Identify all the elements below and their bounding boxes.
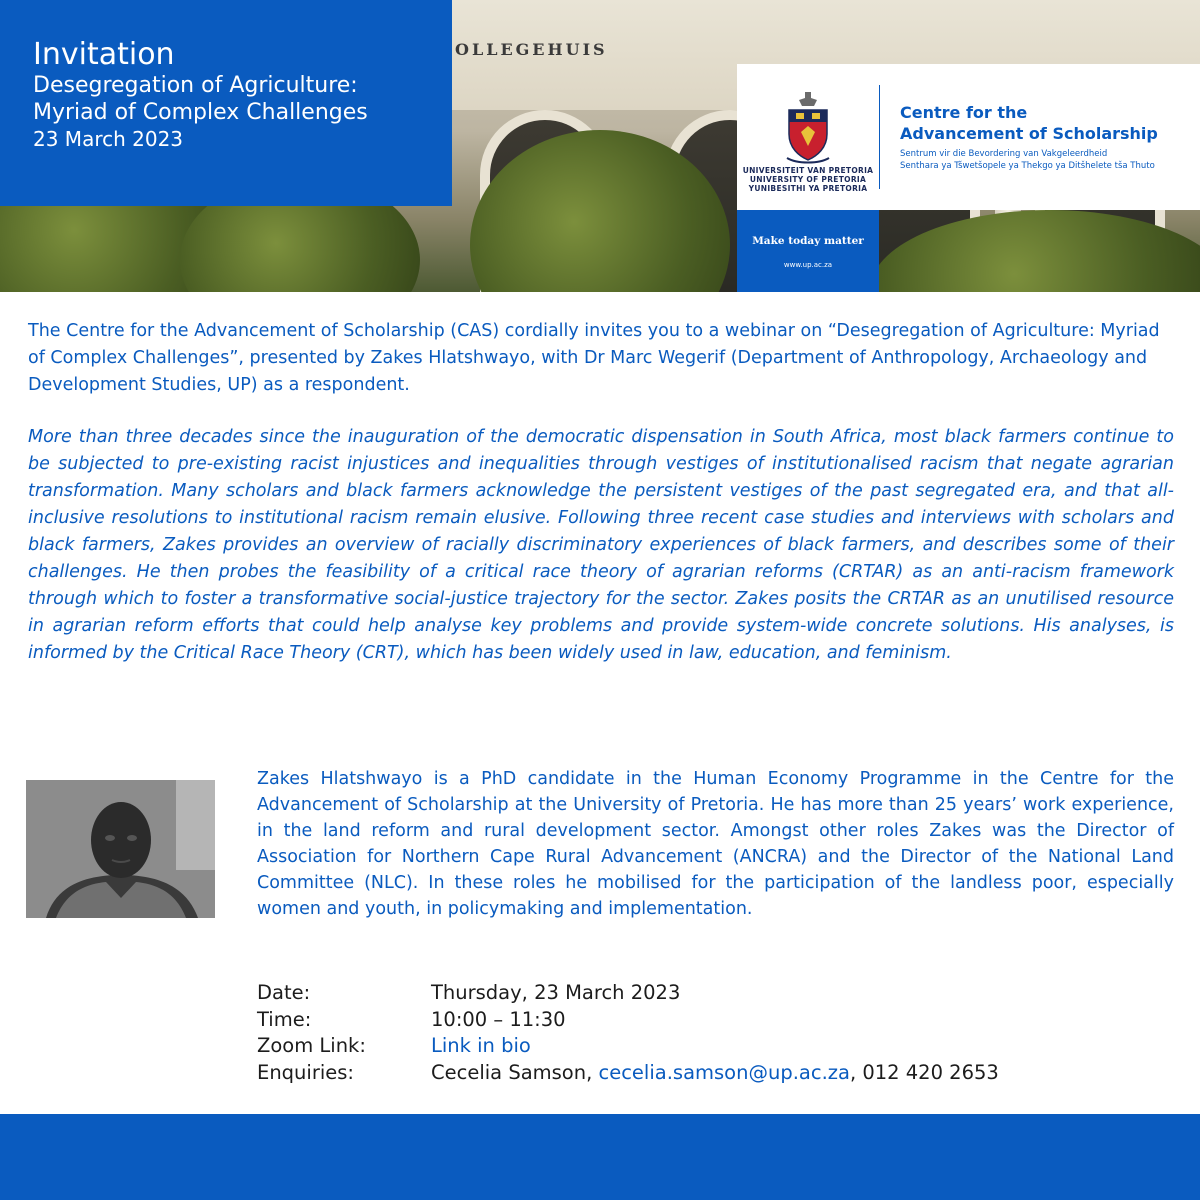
centre-name-afrikaans: Sentrum vir die Bevordering van Vakgeleerdheid: [900, 149, 1108, 159]
zoom-label: Zoom Link:: [257, 1034, 366, 1057]
event-title-line1: Desegregation of Agriculture:: [33, 73, 358, 98]
detail-row-enquiries: [257, 1060, 1174, 1087]
university-name-af: UNIVERSITEIT VAN PRETORIA: [742, 165, 874, 175]
enquiries-label: Enquiries:: [257, 1060, 354, 1084]
centre-name-sepedi: Senthara ya Tšwetšopele ya Thekgo ya Ditšhelete tša Thuto: [900, 161, 1155, 171]
speaker-portrait-icon: [26, 780, 215, 918]
centre-name-line2: Advancement of Scholarship: [900, 124, 1158, 143]
university-url: www.up.ac.za: [783, 261, 833, 269]
speaker-photo: [26, 780, 215, 918]
time-value: 10:00 – 11:30: [431, 1007, 566, 1031]
detail-row-date: [257, 980, 1174, 1007]
university-name-nso: YUNIBESITHI YA PRETORIA: [748, 183, 868, 193]
detail-row-time: [257, 1007, 1174, 1034]
tagline: Make today matter: [752, 235, 864, 247]
title-box: [0, 0, 452, 206]
university-logo: [737, 82, 879, 193]
logo-card: [737, 64, 1200, 210]
logo-divider: [879, 85, 880, 189]
zoom-link[interactable]: Link in bio: [431, 1034, 531, 1057]
detail-row-zoom: [257, 1033, 1174, 1060]
speaker-bio: Zakes Hlatshwayo is a PhD candidate in the Human Economy Programme in the Centre for the Advancement of Scholarship at the University of Pretoria. He has more than 25 years’ work experience, in the land reform and rural development sector. Amongst other roles Zakes was the Director of Association for Northern Cape Rural Advancement (ANCRA) and the Director of the National Land Committee (NLC). In these roles he mobilised for the participation of the landless poor, especially women and youth, in policymaking and implementation.: [257, 769, 1174, 919]
event-title-line2: Myriad of Complex Challenges: [33, 100, 368, 125]
event-details: [257, 980, 1174, 1086]
footer-bar: [0, 1114, 1200, 1200]
contact-phone: , 012 420 2653: [849, 1060, 999, 1084]
university-name-en: UNIVERSITY OF PRETORIA: [749, 174, 867, 184]
tagline-box: [737, 210, 879, 292]
time-label: Time:: [257, 1007, 312, 1031]
event-date: 23 March 2023: [33, 127, 184, 151]
invitation-title: Invitation: [33, 37, 175, 72]
date-label: Date:: [257, 981, 311, 1004]
centre-name-line1: Centre for the: [900, 103, 1028, 122]
date-value: Thursday, 23 March 2023: [431, 981, 681, 1004]
contact-name: Cecelia Samson,: [431, 1060, 599, 1084]
invitation-intro: The Centre for the Advancement of Scholarship (CAS) cordially invites you to a webinar on “Desegregation of Agriculture: Myriad of Complex Challenges”, presented by Zakes Hlatshwayo, with Dr Marc Wegerif (Department of Anthropology, Archaeology and Development Studies, UP) as a respondent.: [28, 321, 1160, 395]
enquiries-value: [431, 1060, 999, 1087]
contact-email-link[interactable]: cecelia.samson@up.ac.za: [598, 1060, 850, 1084]
university-crest-icon: [783, 88, 833, 166]
building-sign: OLLEGEHUIS: [455, 40, 608, 59]
centre-name: [900, 102, 1200, 172]
webinar-abstract: More than three decades since the inauguration of the democratic dispensation in South Africa, most black farmers continue to be subjected to pre-existing racist injustices and inequalities through vestiges of institutionalised racism that negate agrarian transformation. Many scholars and black farmers acknowledge the persistent vestiges of the past segregated era, and that all-inclusive resolutions to institutional racism remain elusive. Following three recent case studies and interviews with scholars and black farmers, Zakes provides an overview of racially discriminatory experiences of black farmers, and describes some of their challenges. He then probes the feasibility of a critical race theory of agrarian reforms (CRTAR) as an anti-racism framework through which to foster a transformative social-justice trajectory for the sector. Zakes posits the CRTAR as an unutilised resource in agrarian reform efforts that could help analyse key problems and provide system-wide concrete solutions. His analyses, is informed by the Critical Race Theory (CRT), which has been widely used in law, education, and feminism.: [28, 427, 1174, 663]
